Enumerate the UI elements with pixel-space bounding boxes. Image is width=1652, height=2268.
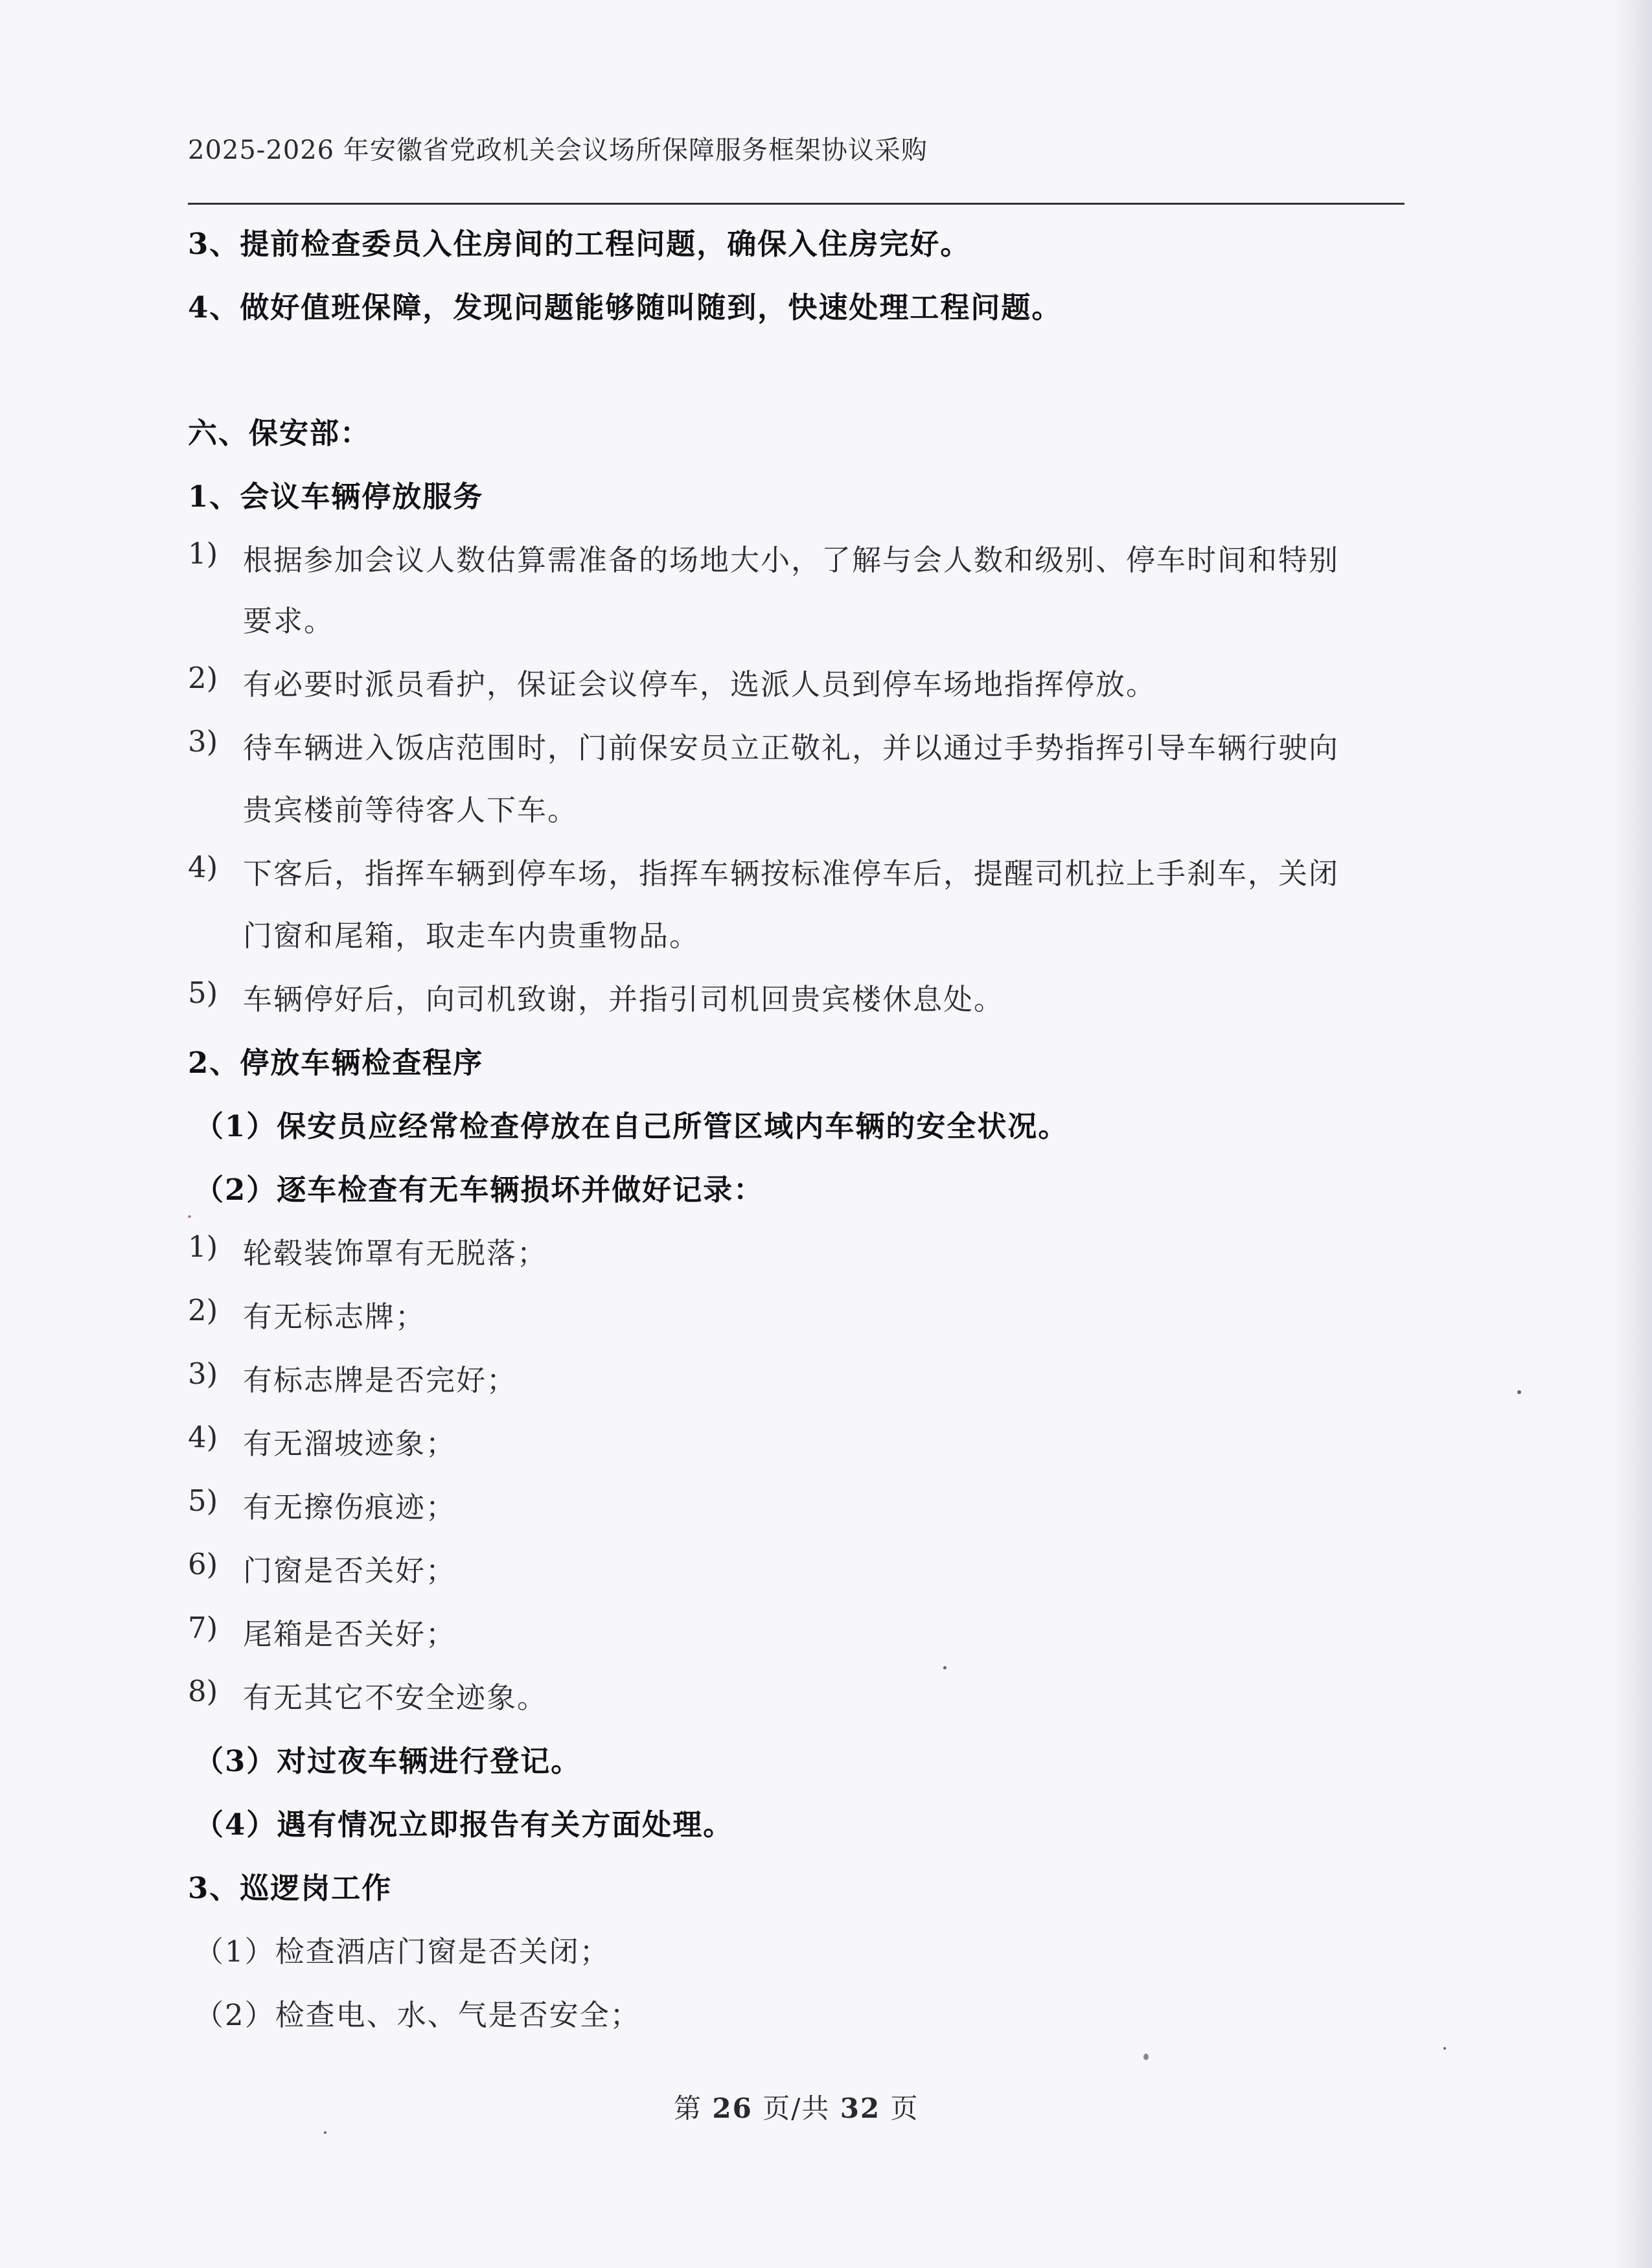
inspection-step-1: （1）保安员应经常检查停放在自己所管区域内车辆的安全状况。 xyxy=(194,1109,1069,1143)
page-header-title: 2025-2026 年安徽省党政机关会议场所保障服务框架协议采购 xyxy=(188,135,928,165)
list-item-number: 7) xyxy=(188,1610,218,1645)
list-item-text: 车辆停好后，向司机致谢，并指引司机回贵宾楼休息处。 xyxy=(243,982,1005,1016)
list-item-number: 5) xyxy=(188,976,218,1010)
list-item-continuation: 门窗和尾箱，取走车内贵重物品。 xyxy=(243,919,700,953)
list-item-number: 4) xyxy=(188,850,218,884)
list-item-text: 有无溜坡迹象； xyxy=(243,1426,457,1461)
footer-middle: 页/共 xyxy=(763,2092,831,2124)
footer-total-pages: 32 xyxy=(840,2092,881,2124)
list-item-text: 有必要时派员看护，保证会议停车，选派人员到停车场地指挥停放。 xyxy=(243,667,1157,702)
scan-speck xyxy=(1517,1390,1521,1394)
list-item-text: 门窗是否关好； xyxy=(243,1553,457,1588)
page-footer xyxy=(674,2087,919,2126)
list-item-continuation: 要求。 xyxy=(243,604,335,638)
inspection-step-4: （4）遇有情况立即报告有关方面处理。 xyxy=(194,1807,734,1842)
engineering-item-3: 3、提前检查委员入住房间的工程问题，确保入住房完好。 xyxy=(188,227,971,261)
patrol-step-1: （1）检查酒店门窗是否关闭； xyxy=(194,1934,610,1969)
list-item-text: 下客后，指挥车辆到停车场，指挥车辆按标准停车后，提醒司机拉上手刹车，关闭 xyxy=(243,856,1340,891)
inspection-step-2: （2）逐车检查有无车辆损坏并做好记录： xyxy=(194,1173,764,1207)
list-item-text: 有无其它不安全迹象。 xyxy=(243,1680,548,1715)
patrol-step-2: （2）检查电、水、气是否安全； xyxy=(194,1998,641,2032)
header-divider xyxy=(188,203,1405,205)
footer-prefix: 第 xyxy=(674,2092,703,2124)
footer-page-number: 26 xyxy=(712,2092,753,2124)
scan-speck xyxy=(324,2131,327,2134)
scan-speck xyxy=(1443,2047,1446,2050)
list-item-number: 2) xyxy=(188,1293,218,1327)
list-item-text: 有无标志牌； xyxy=(243,1300,426,1334)
list-item-number: 4) xyxy=(188,1420,218,1454)
list-item-text: 有标志牌是否完好； xyxy=(243,1363,518,1397)
list-item-number: 1) xyxy=(188,536,218,571)
subsection-title-patrol: 3、巡逻岗工作 xyxy=(188,1871,393,1905)
inspection-step-3: （3）对过夜车辆进行登记。 xyxy=(194,1744,582,1778)
list-item-text: 尾箱是否关好； xyxy=(243,1617,457,1651)
scan-speck xyxy=(1143,2054,1149,2060)
list-item-number: 1) xyxy=(188,1230,218,1264)
subsection-title-inspection: 2、停放车辆检查程序 xyxy=(188,1046,484,1080)
scan-speck xyxy=(188,1215,191,1218)
list-item-text: 轮毂装饰罩有无脱落； xyxy=(243,1236,548,1270)
list-item-text: 有无擦伤痕迹； xyxy=(243,1490,457,1524)
engineering-item-4: 4、做好值班保障，发现问题能够随叫随到，快速处理工程问题。 xyxy=(188,290,1062,325)
list-item-number: 2) xyxy=(188,661,218,695)
list-item-text: 待车辆进入饭店范围时，门前保安员立正敬礼，并以通过手势指挥引导车辆行驶向 xyxy=(243,731,1340,765)
footer-suffix: 页 xyxy=(890,2092,919,2124)
list-item-number: 6) xyxy=(188,1547,218,1581)
scan-edge-shadow xyxy=(1613,0,1652,2268)
list-item-continuation: 贵宾楼前等待客人下车。 xyxy=(243,793,579,827)
list-item-number: 3) xyxy=(188,724,218,759)
list-item-number: 8) xyxy=(188,1674,218,1708)
list-item-number: 3) xyxy=(188,1357,218,1391)
section-heading-security: 六、保安部： xyxy=(188,416,371,450)
subsection-title-parking: 1、会议车辆停放服务 xyxy=(188,479,484,514)
list-item-number: 5) xyxy=(188,1483,218,1518)
scan-speck xyxy=(943,1666,946,1669)
list-item-text: 根据参加会议人数估算需准备的场地大小，了解与会人数和级别、停车时间和特别 xyxy=(243,543,1340,577)
